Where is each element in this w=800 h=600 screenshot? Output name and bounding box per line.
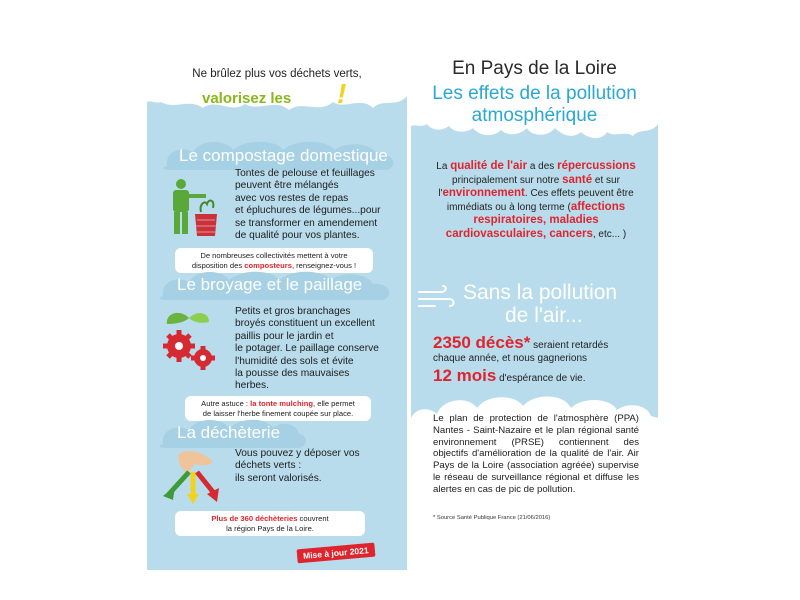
update-stamp: Mise à jour 2021 [297, 543, 376, 564]
stat-deaths [433, 333, 608, 386]
note-line [179, 514, 361, 524]
text-line: Vous pouvez y déposer vos [235, 448, 360, 459]
text-line: herbes. [235, 380, 269, 392]
text-line: avec vos restes de repas [235, 192, 349, 204]
subtitle-line: Les effets de la pollution [432, 83, 637, 104]
note-text: Autre astuce : [201, 399, 251, 408]
note-line: de laisser l'herbe finement coupée sur place. [202, 408, 354, 418]
intro-line2: valorisez les [202, 90, 292, 107]
cloud-header [147, 38, 407, 128]
para-highlight: répercussions [557, 160, 636, 172]
stat-value: 12 mois [433, 366, 497, 385]
sans-pollution-heading [463, 281, 617, 327]
text-line: Petits et gros branchages [235, 306, 351, 317]
para-text: a des [527, 161, 558, 172]
text-line: Tontes de pelouse et feuillages [235, 168, 375, 179]
section2-body [235, 306, 379, 393]
para-highlight: environnement [442, 187, 525, 199]
note-decheteries [175, 511, 365, 536]
stat-text: seraient retardés [530, 340, 609, 351]
source-footnote: * Source Santé Publique France (21/06/2016) [433, 515, 551, 521]
note-highlight: composteurs [244, 260, 292, 270]
intro-line1: Ne brûlez plus vos déchets verts, [192, 68, 362, 80]
note-line: De nombreuses collectivités mettent à votre [200, 251, 348, 260]
stat-value: 2350 décès* [433, 333, 531, 352]
para-highlight: affections respiratoires, maladies cardiovasculaires, cancers [445, 200, 626, 240]
text-line: la pousse des mauvaises [235, 368, 350, 380]
para-highlight: qualité de l'air [450, 160, 528, 172]
para-text: . Ces effets peuvent être immédiats ou à long terme ( [446, 188, 634, 213]
text-line: le potager. Le paillage conserve [235, 343, 379, 355]
effects-paragraph [431, 160, 641, 241]
left-panel [147, 38, 407, 570]
note-text: disposition des [191, 260, 245, 270]
right-subtitle [411, 83, 658, 127]
text-line: l'humidité des sols et évite [235, 355, 354, 367]
right-title: En Pays de la Loire [452, 58, 617, 79]
text-line: broyés constituent un excellent [235, 318, 375, 330]
stat-text: d'espérance de vie. [496, 373, 586, 384]
wind-icon [417, 284, 457, 314]
subtitle-line: atmosphérique [471, 105, 598, 126]
exclamation-mark: ! [337, 78, 347, 109]
text-line: peuvent être mélangés [235, 180, 339, 192]
text-line: déchets verts : [235, 460, 302, 472]
text-line: se transformer en amendement [235, 217, 378, 229]
section-title-decheterie: La déchèterie [177, 423, 281, 442]
para-text: et sur l' [438, 174, 620, 199]
heading-line: Sans la pollution [463, 281, 618, 304]
heading-line: de l'air... [505, 304, 583, 327]
text-line: paillis pour le jardin et [235, 330, 334, 342]
right-panel [411, 38, 658, 570]
ppa-paragraph: Le plan de protection de l'atmosphère (PPA) Nantes - Saint-Nazaire et le plan régional santé environnement (PRSE) contiennent des objectifs d'amélioration de la qualité de l'air. Air Pays de la Loire (association agréée) supervise le réseau de surveillance régional et diffuse les alertes en cas de pic de pollution. [433, 413, 639, 495]
stat-text: chaque année, et nous gagnerions [433, 353, 588, 364]
note-text: couvrent [297, 514, 329, 523]
shredder-gears-icon [159, 308, 221, 372]
para-highlight: santé [562, 173, 593, 186]
text-line: de qualité pour vos plantes. [235, 230, 360, 242]
note-highlight: la tonte mulching [250, 399, 314, 408]
text-line: ils seront valorisés. [235, 472, 322, 484]
section-title-broyage: Le broyage et le paillage [177, 275, 363, 294]
para-text: La [436, 161, 451, 172]
para-text: principalement sur notre [452, 174, 563, 186]
text-line: et épluchures de légumes...pour [235, 205, 381, 217]
section-title-compostage: Le compostage domestique [179, 146, 388, 165]
para-text: , etc... ) [592, 228, 627, 240]
compost-person-icon [163, 178, 223, 240]
note-text: , elle permet [313, 399, 355, 408]
section1-body [235, 168, 381, 242]
note-highlight: Plus de 360 déchèteries [211, 514, 298, 523]
note-line: la région Pays de la Loire. [226, 523, 314, 533]
note-text: , renseignez-vous ! [291, 260, 357, 270]
section3-body [235, 448, 360, 485]
note-line [189, 399, 367, 409]
recycling-hand-icon [157, 448, 221, 506]
